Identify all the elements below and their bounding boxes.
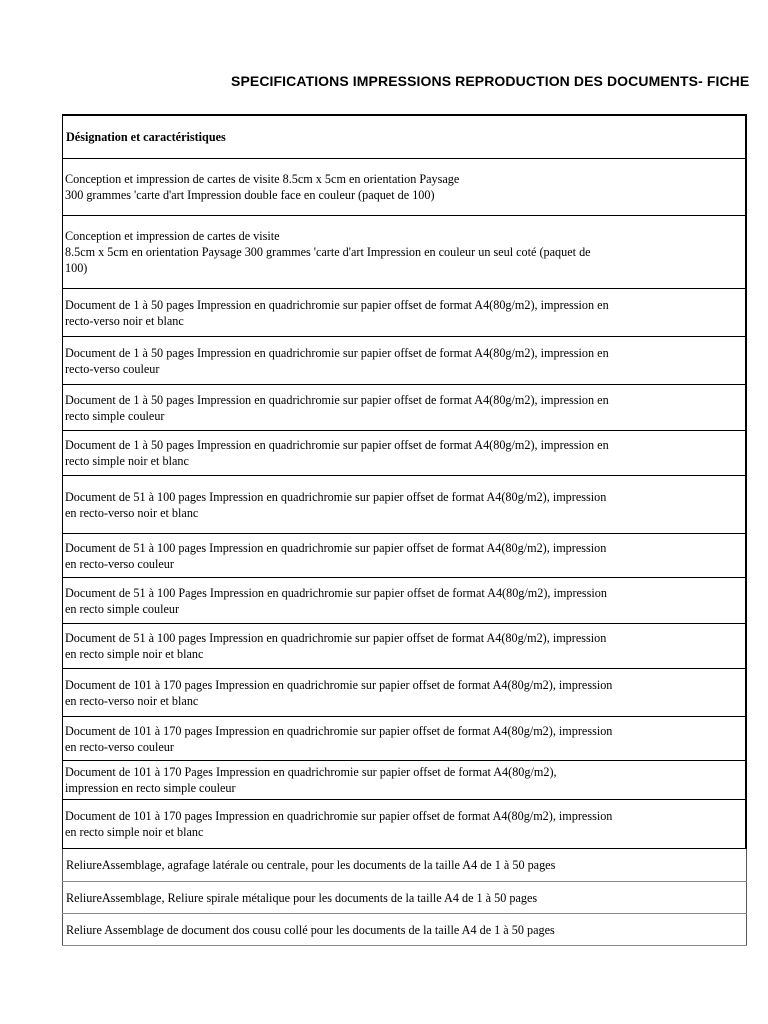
table-cell-designation: [63, 533, 747, 577]
cell-text-line: 100): [65, 261, 88, 275]
cell-text-line: Conception et impression de cartes de visite 8.5cm x 5cm en orientation Paysage: [65, 172, 460, 186]
table-row: [63, 848, 747, 881]
cell-text-line: impression en recto simple couleur: [65, 781, 236, 795]
table-row: [63, 288, 747, 336]
table-row: [63, 577, 747, 623]
cell-text-line: en recto-verso couleur: [65, 556, 174, 571]
cell-text-line: Document de 101 à 170 pages Impression en quadrichromie sur papier offset de format A4(80g/m2), impression: [65, 723, 613, 738]
table-cell-designation: [63, 799, 747, 848]
cell-text-line: 8.5cm x 5cm en orientation Paysage 300 grammes 'carte d'art Impression en couleur un seul coté (paquet de: [65, 245, 591, 259]
table-cell-designation: [63, 881, 747, 913]
cell-text-line: Document de 101 à 170 pages Impression en quadrichromie sur papier offset de format A4(80g/m2), impression: [65, 809, 613, 823]
cell-text-line: Document de 51 à 100 pages Impression en quadrichromie sur papier offset de format A4(80g/m2), impression: [65, 489, 607, 504]
specifications-table: [62, 114, 747, 946]
table-row: [63, 533, 747, 577]
table-row: [63, 716, 747, 760]
table-row: [63, 799, 747, 848]
cell-text-line: recto-verso couleur: [65, 361, 160, 376]
table-cell-designation: [63, 430, 747, 475]
cell-text-line: en recto simple noir et blanc: [65, 825, 204, 839]
cell-text-line: en recto-verso noir et blanc: [65, 693, 199, 708]
table-cell-designation: [63, 288, 747, 336]
cell-text-line: recto simple noir et blanc: [65, 454, 189, 468]
cell-text-line: Reliure Assemblage de document dos cousu collé pour les documents de la taille A4 de 1 à 50 pages: [66, 922, 555, 937]
table-row: [63, 913, 747, 945]
cell-text-line: Document de 51 à 100 pages Impression en quadrichromie sur papier offset de format A4(80g/m2), impression: [65, 631, 607, 645]
table-cell-designation: [63, 848, 747, 881]
cell-text-line: Document de 101 à 170 Pages Impression en quadrichromie sur papier offset de format A4(80g/m2),: [65, 765, 557, 779]
cell-text-line: en recto-verso couleur: [65, 739, 174, 754]
cell-text-line: ReliureAssemblage, agrafage latérale ou centrale, pour les documents de la taille A4 de 1 à 50 pages: [66, 858, 556, 872]
cell-text-line: en recto-verso noir et blanc: [65, 505, 199, 520]
table-cell-designation: [63, 716, 747, 760]
table-row: [63, 430, 747, 475]
table-cell-designation: [63, 215, 747, 288]
table-cell-designation: [63, 158, 747, 215]
cell-text-line: Document de 51 à 100 pages Impression en quadrichromie sur papier offset de format A4(80g/m2), impression: [65, 540, 607, 555]
cell-text-line: recto-verso noir et blanc: [65, 313, 184, 328]
table-header-row: [63, 115, 747, 158]
table-row: [63, 336, 747, 384]
table-cell-designation: [63, 577, 747, 623]
cell-text-line: recto simple couleur: [65, 408, 165, 423]
table-row: [63, 760, 747, 799]
table-cell-designation: [63, 913, 747, 945]
table-row: [63, 623, 747, 668]
cell-text-line: Document de 1 à 50 pages Impression en quadrichromie sur papier offset de format A4(80g/m2), impression en: [65, 392, 609, 407]
table-cell-designation: [63, 475, 747, 533]
table-row: [63, 215, 747, 288]
table-cell-designation: [63, 623, 747, 668]
table-cell-designation: [63, 668, 747, 716]
cell-text-line: en recto simple couleur: [65, 601, 180, 616]
cell-text-line: Conception et impression de cartes de visite: [65, 229, 280, 243]
table-cell-designation: [63, 384, 747, 430]
table-row: [63, 158, 747, 215]
cell-text-line: Document de 1 à 50 pages Impression en quadrichromie sur papier offset de format A4(80g/m2), impression en: [65, 345, 609, 360]
table-row: [63, 881, 747, 913]
column-header-designation: Désignation et caractéristiques: [63, 115, 747, 158]
table-cell-designation: [63, 336, 747, 384]
cell-text-line: ReliureAssemblage, Reliure spirale métalique pour les documents de la taille A4 de 1 à 50 pages: [66, 890, 538, 905]
cell-text-line: Document de 1 à 50 pages Impression en quadrichromie sur papier offset de format A4(80g/m2), impression en: [65, 297, 609, 312]
table-cell-designation: [63, 760, 747, 799]
cell-text-line: Document de 51 à 100 Pages Impression en quadrichromie sur papier offset de format A4(80g/m2), impression: [65, 585, 607, 600]
table-row: [63, 668, 747, 716]
cell-text-line: en recto simple noir et blanc: [65, 647, 204, 661]
cell-text-line: Document de 1 à 50 pages Impression en quadrichromie sur papier offset de format A4(80g/m2), impression en: [65, 438, 609, 452]
cell-text-line: Document de 101 à 170 pages Impression en quadrichromie sur papier offset de format A4(80g/m2), impression: [65, 677, 613, 692]
table-row: [63, 384, 747, 430]
page-title: SPECIFICATIONS IMPRESSIONS REPRODUCTION DES DOCUMENTS- FICHE: [231, 73, 750, 89]
cell-text-line: 300 grammes 'carte d'art Impression double face en couleur (paquet de 100): [65, 188, 435, 202]
table-row: [63, 475, 747, 533]
